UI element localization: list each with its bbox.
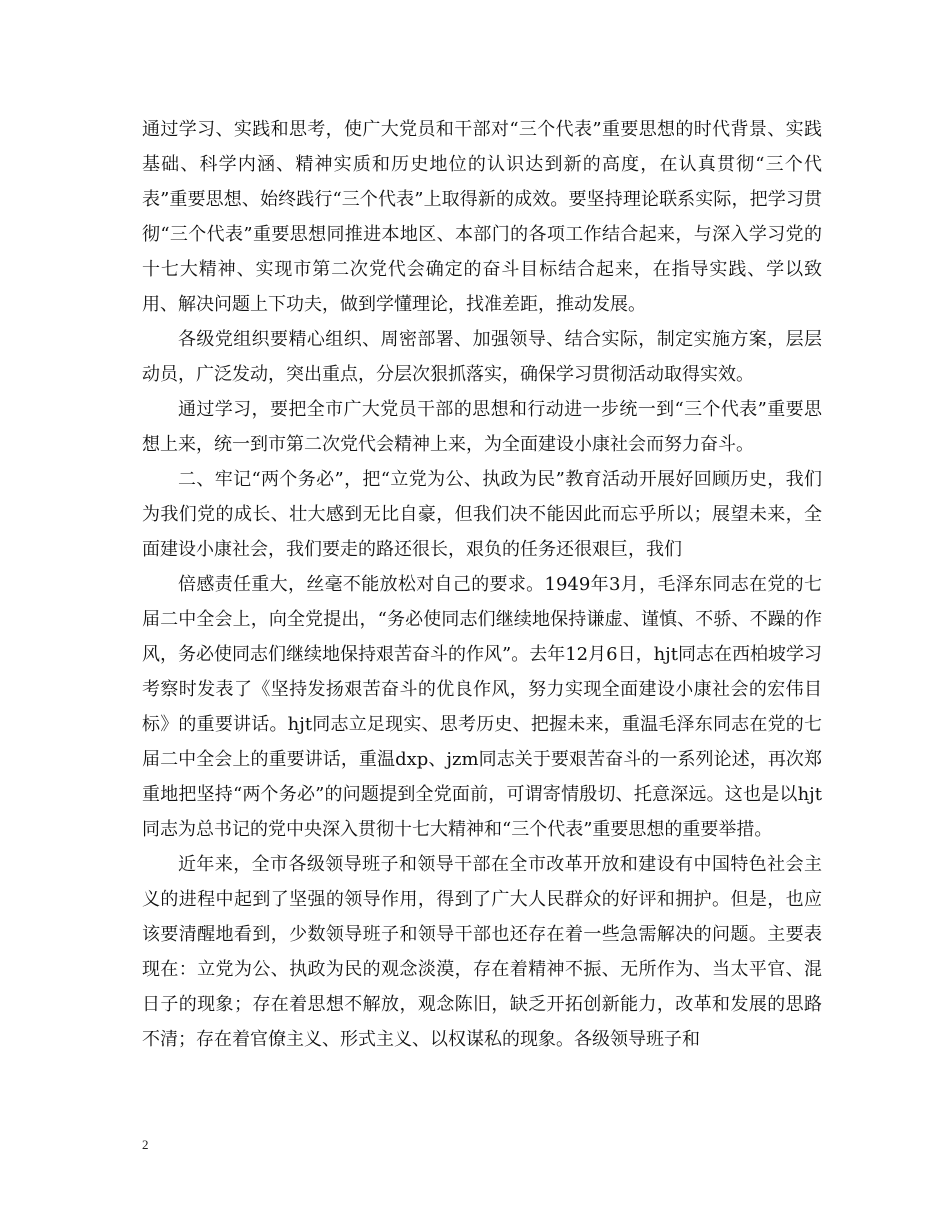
- page-number: 2: [142, 1137, 149, 1152]
- paragraph-4: 二、牢记“两个务必”，把“立党为公、执政为民”教育活动开展好回顾历史，我们为我们党的成长、壮大感到无比自豪，但我们决不能因此而忘乎所以；展望未来，全面建设小康社会，我们要走的路还很长，艰负的任务还很艰巨，我们: [142, 469, 822, 560]
- paragraph-2: 各级党组织要精心组织、周密部署、加强领导、结合实际，制定实施方案，层层动员，广泛发动，突出重点，分层次狠抓落实，确保学习贯彻活动取得实效。: [142, 329, 822, 385]
- paragraph-1: 通过学习、实践和思考，使广大党员和干部对“三个代表”重要思想的时代背景、实践基础、科学内涵、精神实质和历史地位的认识达到新的高度，在认真贯彻“三个代表”重要思想、始终践行“三个代表”上取得新的成效。要坚持理论联系实际，把学习贯彻“三个代表”重要思想同推进本地区、本部门的各项工作结合起来，与深入学习党的十七大精神、实现市第二次党代会确定的奋斗目标结合起来，在指导实践、学以致用、解决问题上下功夫，做到学懂理论，找准差距，推动发展。: [142, 119, 822, 315]
- paragraph-3: 通过学习，要把全市广大党员干部的思想和行动进一步统一到“三个代表”重要思想上来，统一到市第二次党代会精神上来，为全面建设小康社会而努力奋斗。: [142, 399, 822, 455]
- paragraph-6: 近年来，全市各级领导班子和领导干部在全市改革开放和建设有中国特色社会主义的进程中起到了坚强的领导作用，得到了广大人民群众的好评和拥护。但是，也应该要清醒地看到，少数领导班子和领导干部也还存在着一些急需解决的问题。主要表现在：立党为公、执政为民的观念淡漠，存在着精神不振、无所作为、当太平官、混日子的现象；存在着思想不解放，观念陈旧，缺乏开拓创新能力，改革和发展的思路不清；存在着官僚主义、形式主义、以权谋私的现象。各级领导班子和: [142, 854, 822, 1050]
- document-body: [142, 112, 822, 1057]
- paragraph-5: 倍感责任重大，丝毫不能放松对自己的要求。1949年3月，毛泽东同志在党的七届二中全会上，向全党提出，“务必使同志们继续地保持谦虚、谨慎、不骄、不躁的作风，务必使同志们继续地保持艰苦奋斗的作风”。去年12月6日，hjt同志在西柏坡学习考察时发表了《坚持发扬艰苦奋斗的优良作风，努力实现全面建设小康社会的宏伟目标》的重要讲话。hjt同志立足现实、思考历史、把握未来，重温毛泽东同志在党的七届二中全会上的重要讲话，重温dxp、jzm同志关于要艰苦奋斗的一系列论述，再次郑重地把坚持“两个务必”的问题提到全党面前，可谓寄情殷切、托意深远。这也是以hjt同志为总书记的党中央深入贯彻十七大精神和“三个代表”重要思想的重要举措。: [142, 574, 822, 840]
